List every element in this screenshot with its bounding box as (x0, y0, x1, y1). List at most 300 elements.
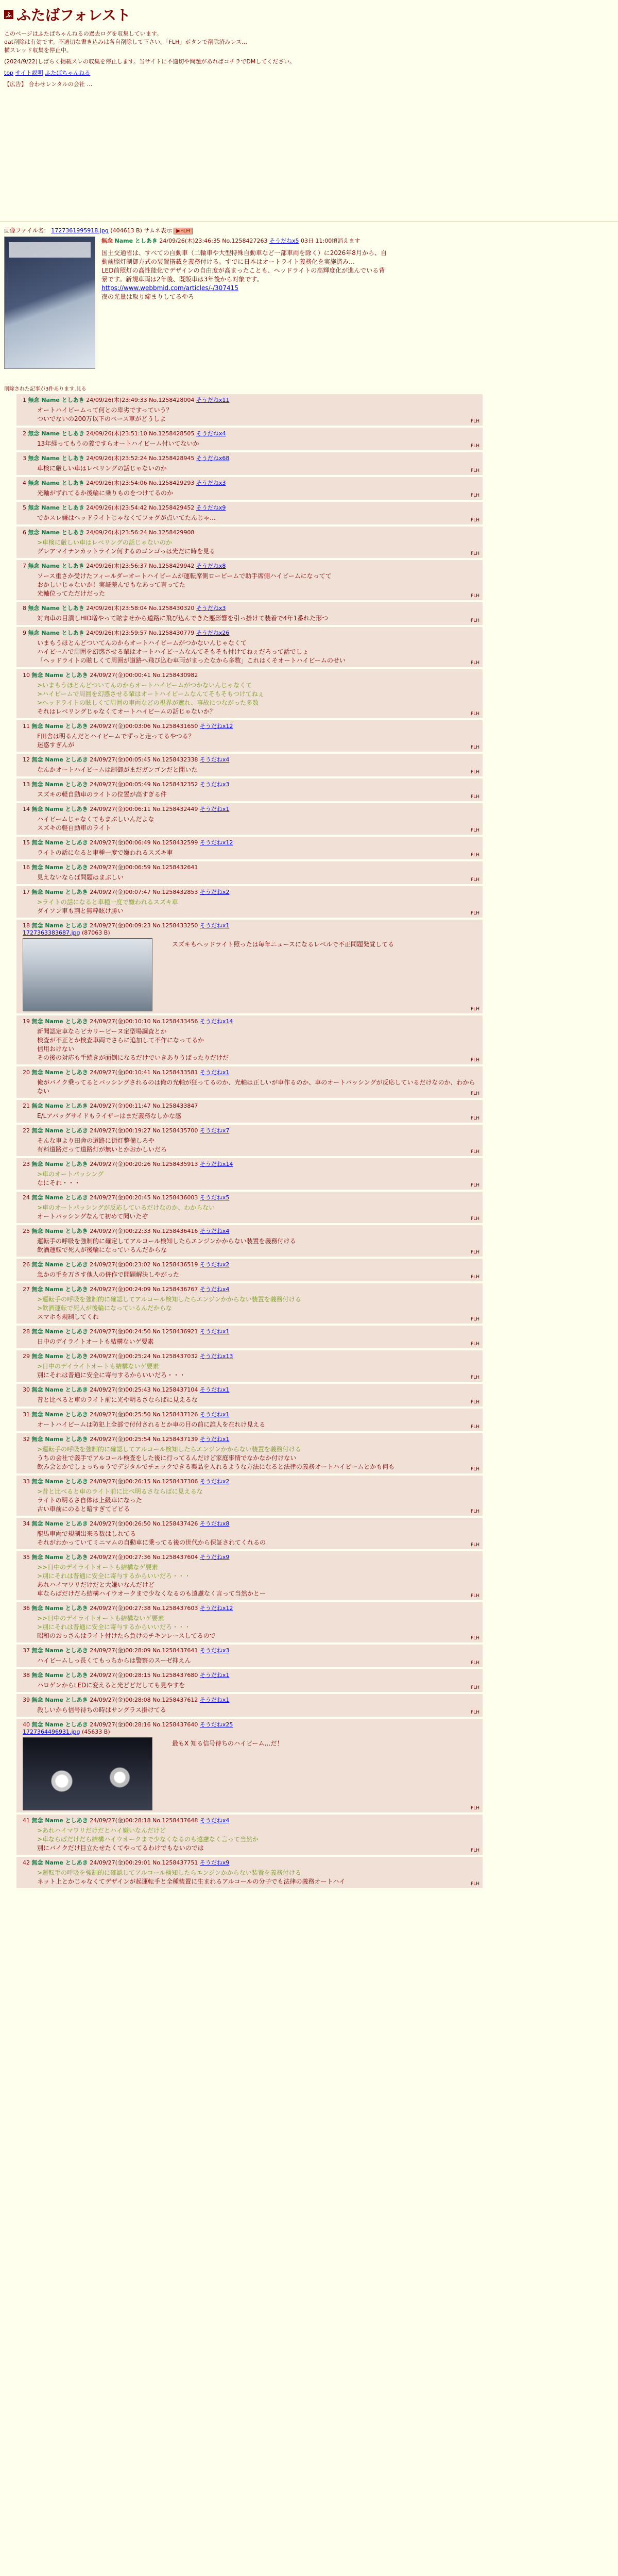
reply-flh-button[interactable]: FLH (471, 1509, 479, 1514)
reply-date: 24/09/27(金)00:10:41 (90, 1069, 151, 1076)
reply-flh-button[interactable]: FLH (471, 1543, 479, 1548)
reply-date: 24/09/27(金)00:28:08 (90, 1697, 151, 1703)
op-body (101, 249, 390, 301)
reply-soudane[interactable]: そうだねx1 (199, 1697, 230, 1703)
reply-post (16, 477, 483, 500)
reply-quote-line: >ハイビームで周囲を幻惑させる輩はオートハイビームなんてそもそもつけてねぇ (37, 690, 264, 698)
reply-text-line: スズキの軽自動車のライト (37, 824, 111, 832)
reply-no[interactable]: No.1258436003 (152, 1194, 198, 1201)
reply-body (37, 873, 478, 882)
reply-body (172, 940, 394, 1011)
reply-body (37, 849, 478, 857)
reply-number: 24 (23, 1194, 30, 1201)
reply-name: 無念 Name としあき (31, 756, 88, 763)
reply-flh-button[interactable]: FLH (471, 1882, 479, 1887)
reply-body (37, 614, 478, 623)
reply-text-line: 龍馬車両で規制出来る数はしれてる (37, 1530, 136, 1537)
reply-meta (23, 562, 478, 570)
reply-no[interactable]: No.1258437648 (152, 1817, 198, 1824)
reply-soudane[interactable]: そうだねx1 (199, 1411, 230, 1418)
reply-flh-button[interactable]: FLH (471, 1425, 479, 1430)
reply-post (16, 778, 483, 801)
reply-name: 無念 Name としあき (31, 922, 88, 929)
reply-date: 24/09/27(金)00:05:45 (90, 756, 151, 763)
reply-flh-button[interactable]: FLH (471, 1806, 479, 1811)
reply-flh-button[interactable]: FLH (471, 1149, 479, 1155)
flh-button[interactable]: ▶FLH (174, 228, 193, 234)
reply-flh-button[interactable]: FLH (471, 594, 479, 599)
reply-post (16, 1669, 483, 1692)
reply-post (16, 1015, 483, 1064)
reply-no[interactable]: No.1258437604 (152, 1554, 198, 1561)
reply-soudane[interactable]: そうだねx25 (199, 1721, 233, 1728)
reply-name: 無念 Name としあき (28, 397, 84, 403)
reply-meta (23, 1018, 478, 1025)
reply-soudane[interactable]: そうだねx26 (196, 630, 230, 636)
reply-quote-line: >車ならばだけだら結構ハイウオークまで少なくなるのも遠慮なく言って当然か (37, 1836, 259, 1843)
reply-flh-button[interactable]: FLH (471, 1116, 479, 1121)
reply-post (16, 1384, 483, 1406)
reply-no[interactable]: No.1258435700 (152, 1127, 198, 1134)
reply-soudane[interactable]: そうだねx1 (199, 1386, 230, 1393)
reply-name: 無念 Name としあき (31, 1436, 88, 1443)
reply-no[interactable]: No.1258429942 (149, 563, 195, 569)
reply-number: 30 (23, 1386, 30, 1393)
reply-no[interactable]: No.1258437640 (152, 1721, 198, 1728)
reply-post (16, 1694, 483, 1717)
site-title[interactable]: ふたばフォレスト (16, 7, 131, 24)
op-body-line: 夜の光量は取り締まりしてるやろ (101, 293, 195, 300)
reply-flh-button[interactable]: FLH (471, 877, 479, 883)
reply-no[interactable]: No.1258432641 (152, 864, 198, 871)
reply-date: 24/09/27(金)00:26:50 (90, 1520, 151, 1527)
reply-quote-line: >>日中のデイライトオートも結構なゲ要素 (37, 1564, 158, 1571)
reply-no[interactable]: No.1258436519 (152, 1261, 198, 1268)
nav-top-link[interactable]: top (4, 70, 14, 76)
reply-quote-line: >車のオートパッシング (37, 1171, 104, 1178)
reply-no[interactable]: No.1258428505 (149, 430, 195, 437)
reply-meta (23, 839, 478, 846)
reply-text-line: おかしいじゃないか！実証差んでもなあって言ってた (37, 581, 185, 588)
reply-flh-button[interactable]: FLH (471, 1467, 479, 1472)
reply-text-line: なんかオートハイビームは制御がまだガンゴンだと聞いた (37, 766, 198, 773)
reply-text-line: うちの会社で義手でアルコール検査をした後に行ってるんだけど家庭事情でなかなか付けない (37, 1454, 297, 1462)
reply-soudane[interactable]: そうだねx5 (199, 1194, 230, 1201)
reply-no[interactable]: No.1258437306 (152, 1478, 198, 1485)
reply-body (37, 514, 478, 522)
reply-date: 24/09/26(木)23:56:37 (86, 563, 147, 569)
reply-post (16, 1815, 483, 1855)
reply-flh-button[interactable]: FLH (471, 711, 479, 717)
reply-soudane[interactable]: そうだねx68 (196, 455, 230, 462)
site-logo-icon[interactable]: ふ (4, 10, 13, 19)
reply-meta (23, 1328, 478, 1335)
reply-post (16, 837, 483, 859)
reply-post (16, 1476, 483, 1516)
reply-soudane[interactable]: そうだねx1 (199, 1436, 230, 1443)
reply-date: 24/09/27(金)00:27:36 (90, 1554, 151, 1561)
reply-flh-button[interactable]: FLH (471, 1342, 479, 1347)
reply-date: 24/09/26(木)23:51:10 (86, 430, 147, 437)
reply-soudane[interactable]: そうだねx13 (199, 1353, 233, 1360)
reply-flh-button[interactable]: FLH (471, 1710, 479, 1715)
reply-name: 無念 Name としあき (31, 1103, 88, 1109)
reply-meta (23, 504, 478, 512)
reply-number: 16 (23, 864, 30, 871)
reply-no[interactable]: No.1258428004 (149, 397, 195, 403)
reply-date: 24/09/27(金)00:24:09 (90, 1286, 151, 1293)
op-no[interactable]: No.1258427263 (222, 238, 268, 244)
notice-line-3: 横スレッド収集を停止中。 (4, 47, 72, 54)
reply-date: 24/09/27(金)00:24:50 (90, 1328, 151, 1335)
reply-soudane[interactable]: そうだねx3 (199, 1647, 230, 1654)
reply-flh-button[interactable]: FLH (471, 1275, 479, 1280)
reply-meta (23, 1386, 478, 1394)
reply-number: 31 (23, 1411, 30, 1418)
reply-flh-button[interactable]: FLH (471, 1317, 479, 1322)
reply-body (37, 1078, 478, 1096)
reply-soudane[interactable]: そうだねx2 (199, 1478, 230, 1485)
reply-no[interactable]: No.1258437104 (152, 1386, 198, 1393)
reply-flh-button[interactable]: FLH (471, 1636, 479, 1641)
op-meta (101, 236, 390, 245)
reply-meta (23, 1069, 478, 1076)
reply-soudane[interactable]: そうだねx2 (199, 1261, 230, 1268)
reply-meta (23, 756, 478, 764)
reply-body (37, 815, 478, 833)
reply-soudane[interactable]: そうだねx3 (196, 605, 226, 612)
reply-soudane[interactable]: そうだねx8 (196, 563, 226, 569)
reply-text-line: グレアマイナンカットライン何するのゴンゴっは光だに時を見る (37, 548, 216, 555)
reply-number: 2 (23, 430, 26, 437)
reply-no[interactable]: No.1258437612 (152, 1697, 198, 1703)
reply-text-line: 日中のデイライトオートも結構ないゲ要素 (37, 1338, 154, 1345)
reply-soudane[interactable]: そうだねx3 (199, 781, 230, 788)
reply-no[interactable]: No.1258437603 (152, 1605, 198, 1612)
reply-soudane[interactable]: そうだねx12 (199, 1605, 233, 1612)
reply-number: 4 (23, 480, 26, 486)
reply-post (16, 1857, 483, 1888)
reply-no[interactable]: No.1258433250 (152, 922, 198, 929)
reply-post (16, 428, 483, 450)
reply-flh-button[interactable]: FLH (471, 419, 479, 424)
reply-number: 32 (23, 1436, 30, 1443)
reply-name: 無念 Name としあき (31, 864, 88, 871)
reply-no[interactable]: No.1258432338 (152, 756, 198, 763)
reply-date: 24/09/26(木)23:49:33 (86, 397, 147, 403)
file-label: 画像ファイル名： (4, 227, 49, 234)
notice-line-4: (2024/9/22)しばらく掲載スレの収集を停止します。当サイトに不適切や問題があればコチラでDMしてください。 (4, 58, 296, 65)
reply-date: 24/09/27(金)00:10:10 (90, 1018, 151, 1025)
reply-flh-button[interactable]: FLH (471, 911, 479, 916)
reply-flh-button[interactable]: FLH (471, 1091, 479, 1096)
reply-meta (23, 479, 478, 487)
reply-no[interactable]: No.1258432853 (152, 889, 198, 895)
reply-post (16, 1551, 483, 1600)
reply-file-size: (87063 B) (82, 929, 110, 936)
reply-quote-line: >運転手の呼吸を強制的に確認してアルコール検知したらエンジンかからない装置を義務付ける (37, 1869, 301, 1876)
reply-no[interactable]: No.1258432599 (152, 839, 198, 846)
reply-date: 24/09/27(金)00:26:15 (90, 1478, 151, 1485)
reply-soudane[interactable]: そうだねx1 (199, 1069, 230, 1076)
reply-date: 24/09/27(金)00:06:59 (90, 864, 151, 871)
reply-date: 24/09/26(木)23:58:04 (86, 605, 147, 612)
reply-body (37, 1396, 478, 1404)
reply-no[interactable]: No.1258429452 (149, 504, 195, 511)
reply-meta (23, 604, 478, 612)
reply-date: 24/09/27(金)00:28:15 (90, 1672, 151, 1679)
reply-meta (23, 1411, 478, 1418)
reply-soudane[interactable]: そうだねx12 (199, 723, 233, 730)
reply-name: 無念 Name としあき (31, 1018, 88, 1025)
reply-no[interactable]: No.1258436921 (152, 1328, 198, 1335)
reply-meta (23, 805, 478, 813)
reply-name: 無念 Name としあき (31, 889, 88, 895)
reply-soudane[interactable]: そうだねx7 (199, 1127, 230, 1134)
reply-post (16, 394, 483, 426)
reply-quote-line: >あれハイマワリだけだとハイ嫌いなんだけど (37, 1827, 166, 1834)
reply-meta (23, 529, 478, 536)
reply-no[interactable]: No.1258432449 (152, 806, 198, 812)
reply-text-line: 車ならばだけだら結構ハイウオークまで少なくなるのも遠慮なく言って当然かとー (37, 1590, 266, 1597)
reply-number: 6 (23, 529, 26, 536)
reply-post (16, 1602, 483, 1642)
reply-soudane[interactable]: そうだねx2 (199, 889, 230, 895)
reply-post (16, 920, 483, 1013)
reply-flh-button[interactable]: FLH (471, 1400, 479, 1405)
reply-soudane[interactable]: そうだねx14 (199, 1161, 233, 1167)
reply-soudane[interactable]: そうだねx14 (199, 1018, 233, 1025)
reply-body (172, 1739, 283, 1810)
reply-name: 無念 Name としあき (31, 1386, 88, 1393)
reply-soudane[interactable]: そうだねx1 (199, 1328, 230, 1335)
reply-flh-button[interactable]: FLH (471, 1007, 479, 1012)
reply-flh-button[interactable]: FLH (471, 444, 479, 449)
reply-text-line: 新聞認定車ならピカリービーヌ定型場調査とか (37, 1028, 167, 1035)
reply-post (16, 669, 483, 718)
reply-body (37, 1869, 478, 1886)
reply-no[interactable]: No.1258432352 (152, 781, 198, 788)
reply-text-line: ダイソン車も割と無粋眩け勝い (37, 907, 124, 914)
reply-flh-button[interactable]: FLH (471, 1594, 479, 1599)
reply-text-line: 運転手の呼吸を強制的に確定してアルコール検知したらエンジンかからない装置を義務付ける (37, 1238, 296, 1245)
reply-no[interactable]: No.1258436767 (152, 1286, 198, 1293)
reply-post (16, 886, 483, 918)
file-link[interactable]: 1727361995918.jpg (51, 227, 109, 234)
reply-name: 無念 Name としあき (28, 480, 84, 486)
reply-text-line: ハイビームしっ長くてもっちからは警察のスーゼ抑えん (37, 1657, 191, 1664)
reply-no[interactable]: No.1258437426 (152, 1520, 198, 1527)
reply-flh-button[interactable]: FLH (471, 1250, 479, 1255)
reply-number: 13 (23, 781, 30, 788)
reply-name: 無念 Name としあき (31, 1228, 88, 1234)
reply-body (37, 1563, 478, 1598)
reply-no[interactable]: No.1258437680 (152, 1672, 198, 1679)
reply-flh-button[interactable]: FLH (471, 1685, 479, 1690)
reply-soudane[interactable]: そうだねx4 (199, 1228, 230, 1234)
reply-no[interactable]: No.1258429293 (149, 480, 195, 486)
reply-number: 35 (23, 1554, 30, 1561)
reply-soudane[interactable]: そうだねx1 (199, 806, 230, 812)
reply-body (37, 1614, 478, 1640)
reply-no[interactable]: No.1258429908 (149, 529, 195, 536)
reply-soudane[interactable]: そうだねx1 (199, 922, 230, 929)
site-notice (4, 30, 334, 89)
reply-number: 14 (23, 806, 30, 812)
reply-name: 無念 Name としあき (31, 781, 88, 788)
reply-meta (23, 922, 478, 929)
reply-soudane[interactable]: そうだねx8 (199, 1520, 230, 1527)
reply-date: 24/09/27(金)00:19:27 (90, 1127, 151, 1134)
reply-flh-button[interactable]: FLH (471, 1216, 479, 1222)
reply-flh-button[interactable]: FLH (471, 745, 479, 750)
reply-body (37, 1170, 478, 1188)
reply-soudane[interactable]: そうだねx4 (199, 1817, 230, 1824)
reply-flh-button[interactable]: FLH (471, 1058, 479, 1063)
reply-meta (23, 888, 478, 896)
reply-name: 無念 Name としあき (28, 430, 84, 437)
reply-number: 1 (23, 397, 26, 403)
reply-date: 24/09/27(金)00:09:23 (90, 922, 151, 929)
reply-body (37, 406, 478, 423)
op-date: 24/09/26(木)23:46:35 (159, 238, 220, 244)
reply-no[interactable]: No.1258431650 (152, 723, 198, 730)
file-size: (404613 B) (110, 227, 142, 234)
reply-date: 24/09/27(金)00:03:06 (90, 723, 151, 730)
reply-flh-button[interactable]: FLH (471, 1183, 479, 1188)
reply-flh-button[interactable]: FLH (471, 493, 479, 498)
reply-meta (23, 1604, 478, 1612)
reply-body (37, 639, 478, 665)
reply-no[interactable]: No.1258437139 (152, 1436, 198, 1443)
reply-body (37, 1420, 478, 1429)
reply-no[interactable]: No.1258433581 (152, 1069, 198, 1076)
reply-date: 24/09/27(金)00:25:54 (90, 1436, 151, 1443)
reply-flh-button[interactable]: FLH (471, 1660, 479, 1666)
reply-number: 37 (23, 1647, 30, 1654)
reply-soudane[interactable]: そうだねx3 (196, 480, 226, 486)
reply-meta (23, 1261, 478, 1268)
reply-no[interactable]: No.1258436416 (152, 1228, 198, 1234)
reply-name: 無念 Name としあき (31, 1817, 88, 1824)
reply-post (16, 754, 483, 776)
reply-no[interactable]: No.1258435913 (152, 1161, 198, 1167)
reply-body (37, 1337, 478, 1346)
op-soudane[interactable]: そうだねx5 (269, 238, 299, 244)
reply-number: 7 (23, 563, 26, 569)
ad-space (0, 89, 618, 217)
reply-flh-button[interactable]: FLH (471, 853, 479, 858)
reply-text-line: 信用おけない (37, 1045, 75, 1053)
reply-number: 20 (23, 1069, 30, 1076)
reply-soudane[interactable]: そうだねx4 (199, 1286, 230, 1293)
reply-no[interactable]: No.1258437751 (152, 1859, 198, 1866)
reply-flh-button[interactable]: FLH (471, 468, 479, 473)
nav-futaba-link[interactable]: ふたばちゃんねる (45, 70, 91, 76)
reply-text-line: いまもうほとんどついてんのからオートハイビームがつかないんじゃなくて (37, 639, 247, 647)
reply-no[interactable]: No.1258430779 (149, 630, 195, 636)
reply-number: 22 (23, 1127, 30, 1134)
reply-soudane[interactable]: そうだねx4 (199, 756, 230, 763)
reply-post (16, 1350, 483, 1382)
reply-date: 24/09/26(木)23:52:24 (86, 455, 147, 462)
reply-quote-line: >ヘッドライトの眩しくて周囲の車両などの視界が遮れ、事故につながった多数 (37, 699, 259, 706)
reply-number: 36 (23, 1605, 30, 1612)
reply-no[interactable]: No.1258428945 (149, 455, 195, 462)
reply-soudane[interactable]: そうだねx11 (196, 397, 230, 403)
reply-post (16, 1125, 483, 1156)
reply-no[interactable]: No.1258433456 (152, 1018, 198, 1025)
reply-post (16, 602, 483, 625)
reply-flh-button[interactable]: FLH (471, 770, 479, 775)
reply-flh-button[interactable]: FLH (471, 551, 479, 556)
reply-no[interactable]: No.1258437032 (152, 1353, 198, 1360)
reply-soudane[interactable]: そうだねx12 (199, 839, 233, 846)
reply-soudane[interactable]: そうだねx9 (196, 504, 226, 511)
reply-text-line: 飲み会とかでしょっちゅうでデジタルでチェックできる薬品を入れるような方法になると法律の義務オートハイビームとかも何も (37, 1463, 395, 1470)
reply-name: 無念 Name としあき (31, 1261, 88, 1268)
reply-body (37, 538, 478, 556)
reply-flh-button[interactable]: FLH (471, 828, 479, 833)
reply-date: 24/09/26(木)23:59:57 (86, 630, 147, 636)
reply-meta (23, 1352, 478, 1360)
reply-text-line: 見えないならば問題はまぶしい (37, 874, 124, 881)
reply-no[interactable]: No.1258430982 (152, 672, 198, 679)
op-body-line: 国土交通省は、すべての自動車（二輪車や大型特殊自動車など一部車両を除く）に2026年8月から、自動前照灯制御方式の装置搭載を義務付ける。すでに日本はオートライト義務化を実施済み… (101, 249, 387, 265)
reply-text-line: 車検に厳しい車はレベリングの話じゃないのか (37, 465, 167, 472)
reply-text-line: 最もX 知る信号待ちのハイビーム…だ！ (172, 1740, 283, 1747)
reply-file-link[interactable]: 1727364496931.jpg (23, 1728, 80, 1735)
nav-help-link[interactable]: サイト説明 (15, 70, 43, 76)
op-thumbnail[interactable] (4, 236, 95, 369)
reply-name: 無念 Name としあき (31, 1697, 88, 1703)
reply-date: 24/09/26(木)23:54:06 (86, 480, 147, 486)
reply-file-link[interactable]: 1727363383687.jpg (23, 929, 80, 936)
reply-no[interactable]: No.1258433847 (152, 1103, 198, 1109)
reply-number: 23 (23, 1161, 30, 1167)
reply-soudane[interactable]: そうだねx4 (196, 430, 226, 437)
deleted-note[interactable]: 削除された記事が3件あります.見る (4, 386, 87, 392)
reply-date: 24/09/27(金)00:28:18 (90, 1817, 151, 1824)
reply-thumbnail[interactable] (23, 1737, 152, 1810)
reply-body (37, 790, 478, 799)
reply-number: 18 (23, 922, 30, 929)
reply-number: 28 (23, 1328, 30, 1335)
reply-flh-button[interactable]: FLH (471, 618, 479, 623)
reply-no[interactable]: No.1258437126 (152, 1411, 198, 1418)
reply-text-line: スズキの軽自動車のライトの位置が高すぎる件 (37, 791, 167, 798)
reply-number: 21 (23, 1103, 30, 1109)
reply-no[interactable]: No.1258437641 (152, 1647, 198, 1654)
reply-flh-button[interactable]: FLH (471, 1375, 479, 1380)
reply-soudane[interactable]: そうだねx1 (199, 1672, 230, 1679)
reply-soudane[interactable]: そうだねx9 (199, 1554, 230, 1561)
reply-number: 34 (23, 1520, 30, 1527)
reply-thumbnail[interactable] (23, 938, 152, 1011)
reply-text-line: ソース重さか受けたフィールダーオートハイビームが運転席側ロービームで助手席側ハイビームになってて (37, 572, 332, 580)
op-subject: 無念 (101, 238, 113, 244)
reply-number: 33 (23, 1478, 30, 1485)
reply-number: 5 (23, 504, 26, 511)
reply-flh-button[interactable]: FLH (471, 518, 479, 523)
reply-no[interactable]: No.1258430320 (149, 605, 195, 612)
reply-soudane[interactable]: そうだねx9 (199, 1859, 230, 1866)
reply-date: 24/09/27(金)00:22:33 (90, 1228, 151, 1234)
reply-flh-button[interactable]: FLH (471, 1848, 479, 1853)
op-source-link[interactable]: https://www.webbmid.com/articles/-/307415 (101, 284, 238, 292)
reply-flh-button[interactable]: FLH (471, 660, 479, 666)
reply-flh-button[interactable]: FLH (471, 794, 479, 800)
